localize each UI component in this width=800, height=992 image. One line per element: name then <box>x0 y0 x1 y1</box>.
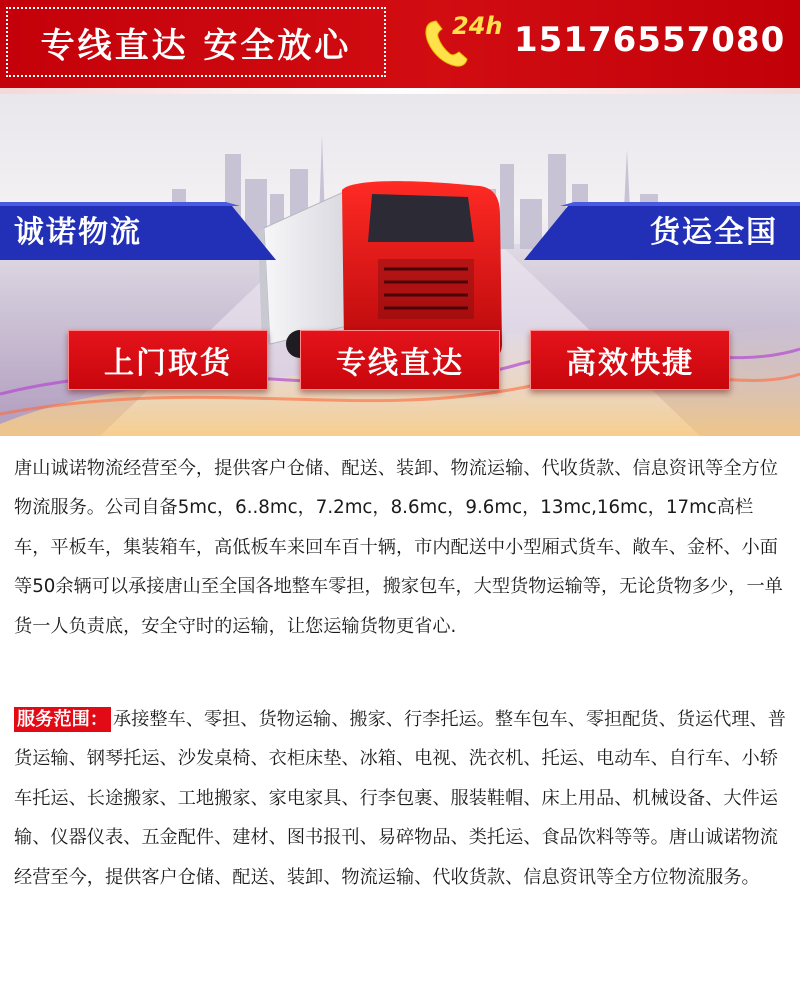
slogan: 专线直达 安全放心 <box>40 25 352 66</box>
feature-pickup-button[interactable]: 上门取货 <box>68 330 268 390</box>
hero-banner <box>0 94 800 436</box>
top-bar <box>0 0 800 92</box>
slogan-box <box>6 7 386 77</box>
ribbon-left <box>0 206 270 260</box>
services-label: 服务范围： <box>14 707 111 732</box>
feature-efficient-button[interactable]: 高效快捷 <box>530 330 730 390</box>
feature-direct-line-button[interactable]: 专线直达 <box>300 330 500 390</box>
intro-paragraph: 唐山诚诺物流经营至今，提供客户仓储、配送、装卸、物流运输、代收货款、信息资讯等全方位物流服务。公司自备5mc，6..8mc，7.2mc，8.6mc，9.6mc，13mc,16mc，17mc高栏车，平板车，集装箱车，高低板车来回车百十辆，市内配送中小型厢式货车、敞车、金杯、小面等50余辆可以承接唐山至全国各地整车零担，搬家包车，大型货物运输等，无论货物多少，一单货一人负责底，安全守时的运输，让您运输货物更省心. <box>14 458 783 637</box>
phone-number[interactable]: 15176557080 <box>514 20 786 60</box>
ribbon-right <box>530 206 800 260</box>
ribbon-left-label: 诚诺物流 <box>14 215 142 250</box>
content-section <box>0 436 800 992</box>
services-paragraph <box>14 700 786 897</box>
services-text: 承接整车、零担、货物运输、搬家、行李托运。整车包车、零担配货、货运代理、普货运输、钢琴托运、沙发桌椅、衣柜床垫、冰箱、电视、洗衣机、托运、电动车、自行车、小轿车托运、长途搬家、工地搬家、家电家具、行李包裹、服装鞋帽、床上用品、机械设备、大件运输、仪器仪表、五金配件、建材、图书报刊、易碎物品、类托运、食品饮料等等。唐山诚诺物流经营至今，提供客户仓储、配送、装卸、物流运输、代收货款、信息资讯等全方位物流服务。 <box>14 709 786 888</box>
hours-badge: 24h <box>452 12 503 40</box>
ribbon-right-label: 货运全国 <box>650 215 778 250</box>
